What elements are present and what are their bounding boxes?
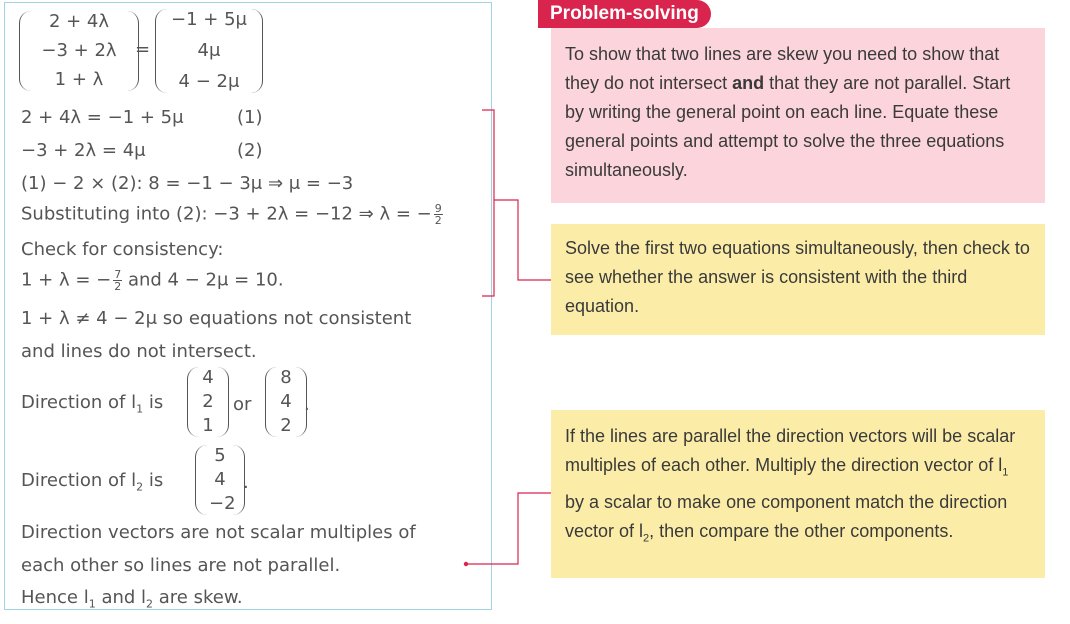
dir-l1-2: 1 [202, 415, 214, 436]
vec-a-0: 2 + 4λ [48, 11, 110, 32]
check-eq-a: 1 + λ = − [21, 269, 112, 291]
hence-c: are skew. [153, 587, 243, 608]
pink-text-a: To show that two lines are skew you need to show that they do not intersect [565, 44, 1000, 93]
y2-a: If the lines are parallel the direction vectors will be scalar multiples of each other. Multiply the direction vector of l [565, 426, 1016, 475]
pink-bold: and [732, 73, 765, 93]
frac-den: 2 [434, 214, 442, 227]
direction-l2-vector [195, 445, 245, 515]
vec-b-0: −1 + 5μ [171, 9, 247, 30]
y2-c: , then compare the other components. [649, 520, 954, 541]
vec-b-1: 4μ [197, 40, 221, 61]
check-equation [21, 269, 284, 292]
hence-b: and l [95, 587, 147, 608]
dir-l1-sub: 1 [136, 402, 144, 416]
dir-l2-is: is [148, 470, 164, 491]
vector-lambda [19, 11, 139, 91]
dir-l1b-2: 2 [280, 415, 292, 436]
dir-l1-0: 4 [202, 367, 214, 388]
hint-box-simultaneous: Solve the first two equations simultaneously, then check to see whether the answer is consistent with the third equation. [551, 224, 1045, 335]
fraction-seven-halves [113, 269, 122, 292]
fraction-nine-halves [434, 203, 443, 226]
dir-l2-2: −2 [209, 493, 236, 514]
dir-l2-sub: 2 [136, 480, 144, 494]
dir-l1b-0: 8 [280, 367, 292, 388]
not-parallel-text: each other so lines are not parallel. [21, 555, 341, 576]
frac-den-2: 2 [114, 280, 122, 293]
equation-1-number: (1) [237, 107, 263, 128]
check-heading: Check for consistency: [21, 239, 224, 260]
dir-l2-1: 4 [214, 469, 226, 490]
substitution-text: Substituting into (2): −3 + 2λ = −12 ⇒ λ = − [21, 203, 432, 225]
frac-num: 9 [434, 202, 442, 215]
direction-l2-label [21, 470, 163, 494]
y2-b: by a scalar to make one component match the direction vector of l [565, 491, 1008, 541]
problem-solving-box [551, 28, 1045, 203]
hence-sub2: 2 [146, 597, 154, 611]
not-intersect-text: and lines do not intersect. [21, 341, 257, 362]
vec-a-2: 1 + λ [54, 69, 104, 90]
worked-solution-panel [4, 2, 492, 610]
hence-skew-text [21, 587, 243, 611]
equals-sign: = [135, 39, 151, 60]
dir-l1b-1: 4 [280, 391, 292, 412]
period-2: . [243, 472, 249, 493]
frac-num-7: 7 [114, 268, 122, 281]
equation-2-number: (2) [237, 140, 263, 161]
dir-l2-0: 5 [214, 445, 226, 466]
direction-l1-vector [187, 367, 229, 437]
dir-l1-text: Direction of l [21, 392, 137, 413]
not-multiples-text: Direction vectors are not scalar multiples of [21, 522, 416, 543]
vec-b-2: 4 − 2μ [178, 71, 240, 92]
period-1: . [304, 394, 310, 415]
or-word: or [233, 394, 252, 415]
hence-sub1: 1 [88, 597, 96, 611]
equation-2: −3 + 2λ = 4μ [21, 140, 146, 161]
connector-yellow1 [494, 200, 551, 280]
substitution-line [21, 203, 443, 226]
vector-mu [155, 9, 263, 93]
combine-equations: (1) − 2 × (2): 8 = −1 − 3μ ⇒ μ = −3 [21, 173, 354, 194]
vec-a-1: −3 + 2λ [41, 40, 117, 61]
equation-1: 2 + 4λ = −1 + 5μ [21, 107, 184, 128]
pink-text-b: that they are not parallel. Start by writing the general point on each line. Equate these general points and attempt to solve the three equations simultaneously. [565, 73, 1011, 180]
dir-l1-is: is [148, 392, 164, 413]
check-eq-b: and 4 − 2μ = 10. [122, 269, 284, 291]
not-consistent-text: 1 + λ ≠ 4 − 2μ so equations not consistent [21, 308, 412, 329]
dir-l1-1: 2 [202, 391, 214, 412]
direction-l1-vector-scaled [265, 367, 307, 437]
y2-sub2: 2 [643, 532, 650, 545]
dir-l2-text: Direction of l [21, 470, 137, 491]
hint-box-parallel [551, 410, 1045, 578]
y2-sub1: 1 [1002, 466, 1009, 479]
hence-a: Hence l [21, 587, 89, 608]
problem-solving-tag: Problem-solving [538, 0, 711, 28]
direction-l1-label [21, 392, 163, 416]
